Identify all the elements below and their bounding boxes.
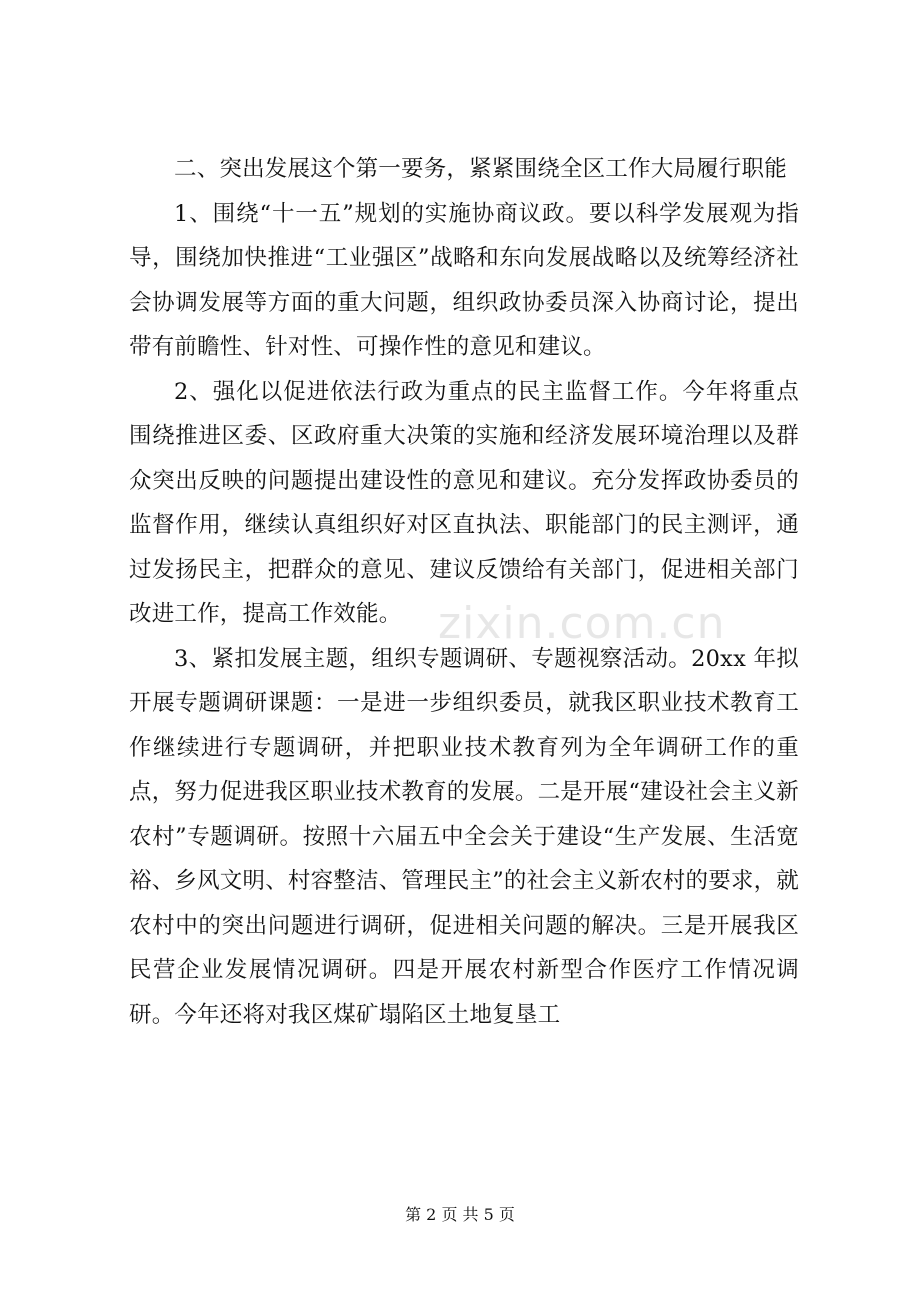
paragraph-3: 3、紧扣发展主题，组织专题调研、专题视察活动。20xx 年拟开展专题调研课题：一是进一步组织委员，就我区职业技术教育工作继续进行专题调研，并把职业技术教育列为全年调研工作的重点，努力促进我区职业技术教育的发展。二是开展“建设社会主义新农村”专题调研。按照十六届五中全会关于建设“生产发展、生活宽裕、乡风文明、村容整洁、管理民主”的社会主义新农村的要求，就农村中的突出问题进行调研，促进相关问题的解决。三是开展我区民营企业发展情况调研。四是开展农村新型合作医疗工作情况调研。今年还将对我区煤矿塌陷区土地复垦工 [129,645,800,1028]
document-body [129,147,799,1037]
watermark: zixin.com.cn [438,598,726,649]
paragraph-1: 1、围绕“十一五”规划的实施协商议政。要以科学发展观为指导，围绕加快推进“工业强区”战略和东向发展战略以及统筹经济社会协调发展等方面的重大问题，组织政协委员深入协商讨论，提出带有前瞻性、针对性、可操作性的意见和建议。 [129,200,799,360]
section-heading: 二、突出发展这个第一要务，紧紧围绕全区工作大局履行职能 [174,156,787,182]
paragraph-2: 2、强化以促进依法行政为重点的民主监督工作。今年将重点围绕推进区委、区政府重大决策的实施和经济发展环境治理以及群众突出反映的问题提出建设性的意见和建议。充分发挥政协委员的监督作用，继续认真组织好对区直执法、职能部门的民主测评，通过发扬民主，把群众的意见、建议反馈给有关部门，促进相关部门改进工作，提高工作效能。 [129,378,799,627]
page-number-footer: 第 2 页 共 5 页 [405,1205,515,1224]
